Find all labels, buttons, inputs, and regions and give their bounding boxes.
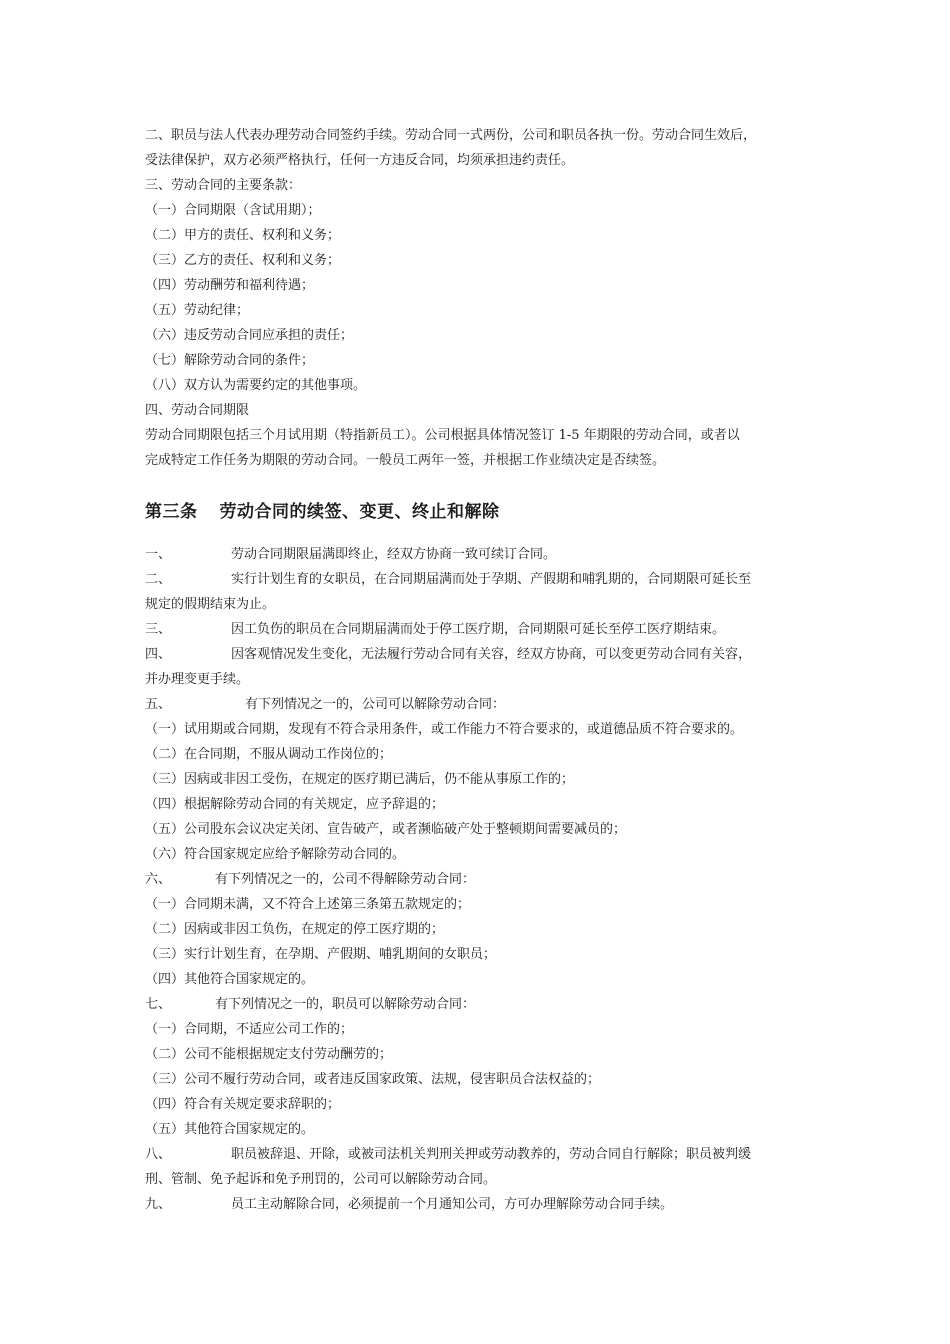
clause-number: 六、 xyxy=(145,872,172,887)
list-item: （六）符合国家规定应给予解除劳动合同的。 xyxy=(145,847,406,862)
list-item: （五）公司股东会议决定关闭、宣告破产，或者濒临破产处于整顿期间需要减员的； xyxy=(145,822,627,837)
list-item: （八）双方认为需要约定的其他事项。 xyxy=(145,378,367,393)
section-4-line-2: 完成特定工作任务为期限的劳动合同。一般员工两年一签，并根据工作业绩决定是否续签。 xyxy=(145,453,666,468)
list-item: （四）符合有关规定要求辞职的； xyxy=(145,1097,341,1112)
clause-9 xyxy=(145,1197,673,1213)
article-3-heading xyxy=(145,497,500,522)
clause-number: 三、 xyxy=(145,622,172,637)
clause-1 xyxy=(145,547,556,563)
list-item: （五）其他符合国家规定的。 xyxy=(145,1122,315,1137)
clause-5 xyxy=(145,697,505,713)
clause-number: 九、 xyxy=(145,1197,172,1212)
article-3-heading-title: 劳动合同的续签、变更、终止和解除 xyxy=(219,502,500,522)
list-item: （一）试用期或合同期，发现有不符合录用条件，或工作能力不符合要求的，或道德品质不符合要求的。 xyxy=(145,722,744,737)
list-item: （二）甲方的责任、权利和义务； xyxy=(145,228,341,243)
list-item: （二）在合同期，不服从调动工作岗位的； xyxy=(145,747,393,762)
clause-text: 实行计划生育的女职员，在合同期届满而处于孕期、产假期和哺乳期的，合同期限可延长至 xyxy=(231,572,752,587)
list-item: （三）乙方的责任、权利和义务； xyxy=(145,253,341,268)
clause-2 xyxy=(145,572,751,588)
list-item: （三）因病或非因工受伤，在规定的医疗期已满后，仍不能从事原工作的； xyxy=(145,772,575,787)
clause-text: 职员被辞退、开除，或被司法机关判刑关押或劳动教养的，劳动合同自行解除；职员被判缓 xyxy=(231,1147,752,1162)
clause-text: 有下列情况之一的，公司可以解除劳动合同： xyxy=(245,697,506,712)
list-item: （三）实行计划生育，在孕期、产假期、哺乳期间的女职员； xyxy=(145,947,497,962)
list-item: （一）合同期，不适应公司工作的； xyxy=(145,1022,354,1037)
clause-number: 四、 xyxy=(145,647,172,662)
clause-text: 因客观情况发生变化，无法履行劳动合同有关容，经双方协商，可以变更劳动合同有关容， xyxy=(231,647,752,662)
clause-3 xyxy=(145,622,725,638)
section-2-line-1: 二、职员与法人代表办理劳动合同签约手续。劳动合同一式两份，公司和职员各执一份。劳动合同生效后， xyxy=(145,128,757,143)
list-item: （七）解除劳动合同的条件； xyxy=(145,353,315,368)
list-item: （三）公司不履行劳动合同，或者违反国家政策、法规，侵害职员合法权益的； xyxy=(145,1072,601,1087)
clause-6 xyxy=(145,872,475,888)
list-item: （四）根据解除劳动合同的有关规定，应予辞退的； xyxy=(145,797,445,812)
clause-number: 七、 xyxy=(145,997,172,1012)
clause-2-continuation: 规定的假期结束为止。 xyxy=(145,597,276,612)
clause-number: 五、 xyxy=(145,697,172,712)
clause-text: 员工主动解除合同，必须提前一个月通知公司，方可办理解除劳动合同手续。 xyxy=(231,1197,674,1212)
clause-8 xyxy=(145,1147,751,1163)
clause-text: 劳动合同期限届满即终止，经双方协商一致可续订合同。 xyxy=(231,547,557,562)
clause-text: 有下列情况之一的，公司不得解除劳动合同： xyxy=(215,872,476,887)
clause-number: 一、 xyxy=(145,547,172,562)
list-item: （一）合同期限（含试用期）； xyxy=(145,203,321,218)
section-4-title: 四、劳动合同期限 xyxy=(145,403,250,418)
list-item: （二）公司不能根据规定支付劳动酬劳的； xyxy=(145,1047,393,1062)
clause-text: 有下列情况之一的，职员可以解除劳动合同： xyxy=(215,997,476,1012)
list-item: （四）劳动酬劳和福利待遇； xyxy=(145,278,315,293)
clause-4-continuation: 并办理变更手续。 xyxy=(145,672,250,687)
section-3-title: 三、劳动合同的主要条款： xyxy=(145,178,302,193)
list-item: （五）劳动纪律； xyxy=(145,303,250,318)
section-2-line-2: 受法律保护，双方必须严格执行，任何一方违反合同，均须承担违约责任。 xyxy=(145,153,575,168)
article-3-heading-number: 第三条 xyxy=(145,502,198,522)
section-4-line-1: 劳动合同期限包括三个月试用期（特指新员工）。公司根据具体情况签订 1-5 年期限的劳动合同，或者以 xyxy=(145,428,740,443)
list-item: （一）合同期未满，又不符合上述第三条第五款规定的； xyxy=(145,897,471,912)
clause-text: 因工负伤的职员在合同期届满而处于停工医疗期，合同期限可延长至停工医疗期结束。 xyxy=(231,622,726,637)
clause-4 xyxy=(145,647,751,663)
clause-number: 八、 xyxy=(145,1147,172,1162)
clause-number: 二、 xyxy=(145,572,172,587)
clause-8-continuation: 刑、管制、免予起诉和免予刑罚的，公司可以解除劳动合同。 xyxy=(145,1172,497,1187)
list-item: （四）其他符合国家规定的。 xyxy=(145,972,315,987)
list-item: （六）违反劳动合同应承担的责任； xyxy=(145,328,354,343)
clause-7 xyxy=(145,997,475,1013)
list-item: （二）因病或非因工负伤，在规定的停工医疗期的； xyxy=(145,922,445,937)
